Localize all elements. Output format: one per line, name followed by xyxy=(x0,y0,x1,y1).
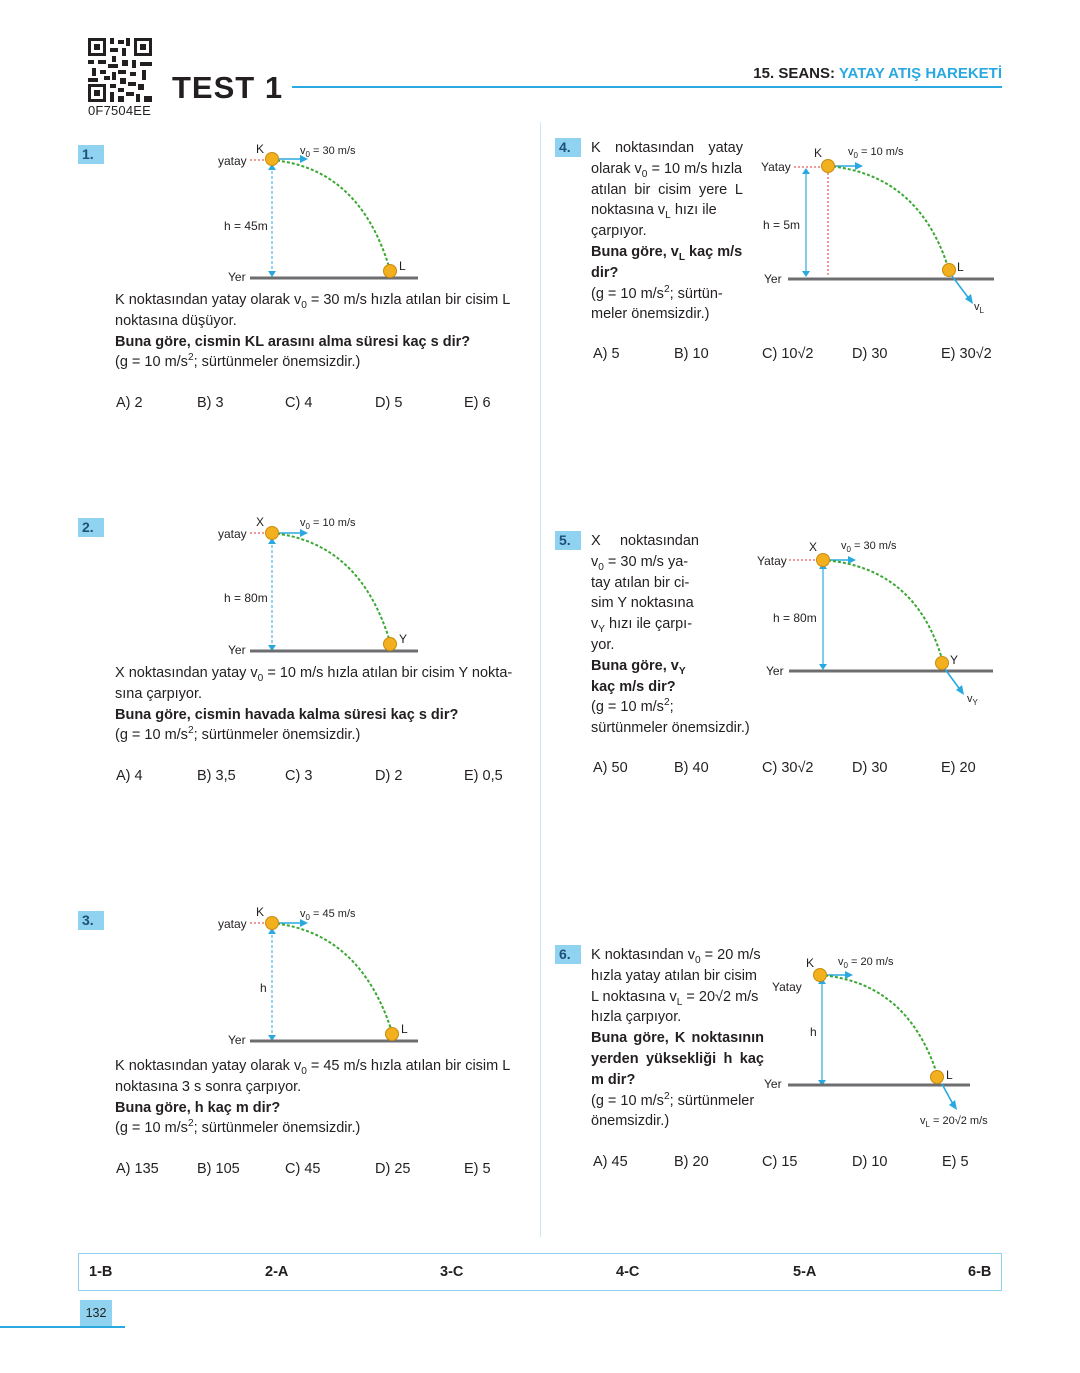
question-text-2: X noktasından yatay $v_0 = 10$ m/s hızla atılan bir cisim Y nokta- sına çarpıyor. Buna göre, cismin havada kalma süresi kaç s dir? (g = 10 $m/s^2$; sürtünmeler önemsizdir.) xyxy=(115,665,513,744)
options-q5 xyxy=(593,760,1003,780)
options-q6 xyxy=(593,1154,1003,1174)
question-text-6: K noktasından $v_0 = 20$ m/s hızla yatay atılan bir cisim L noktasına $v_L = 20√2$ m/s hızla çarpıyor. Buna göre, K noktasının yerden yüksekliği h kaç m dir? (g = 10 $m/s^2$; sürtünmeler önemsizdir.) xyxy=(591,947,764,1130)
velocity-arrow-head xyxy=(848,556,856,564)
v0-label: $v_0 = 45$ m/s xyxy=(300,908,356,922)
page-number: 132 xyxy=(80,1300,112,1326)
option-c[interactable]: C) 10√2 xyxy=(762,346,814,362)
option-b[interactable]: B) 10 xyxy=(674,346,709,362)
point-end-label: L xyxy=(401,1022,408,1036)
v0-label: $v_0 = 10$ m/s xyxy=(300,517,356,531)
page-footer-rule xyxy=(0,1326,125,1328)
option-b[interactable]: B) 40 xyxy=(674,760,709,776)
question-number-2: 2. xyxy=(78,518,104,537)
figure-q4 xyxy=(758,140,998,320)
ground-label: Yer xyxy=(766,664,784,678)
level-label: yatay xyxy=(218,917,247,931)
session-topic: YATAY ATIŞ HAREKETİ xyxy=(838,65,1002,82)
option-d[interactable]: D) 5 xyxy=(375,395,403,411)
level-label: Yatay xyxy=(772,980,802,994)
point-top-label: K xyxy=(256,142,265,156)
height-arrow-down xyxy=(819,664,827,670)
ball-start xyxy=(266,917,279,930)
ball-end xyxy=(384,638,397,651)
option-b[interactable]: B) 3 xyxy=(197,395,224,411)
question-number-1: 1. xyxy=(78,145,104,164)
figure-q3 xyxy=(200,902,430,1052)
height-label: h xyxy=(260,981,267,995)
option-a[interactable]: A) 45 xyxy=(593,1154,628,1170)
qr-code-image xyxy=(88,38,152,102)
option-b[interactable]: B) 105 xyxy=(197,1161,240,1177)
height-label: h xyxy=(810,1025,817,1039)
figure-q1 xyxy=(200,138,430,288)
option-a[interactable]: A) 50 xyxy=(593,760,628,776)
option-e[interactable]: E) 30√2 xyxy=(941,346,992,362)
ball-end xyxy=(386,1028,399,1041)
level-label: Yatay xyxy=(757,554,787,568)
impact-arrow-head xyxy=(949,1100,957,1110)
option-a[interactable]: A) 5 xyxy=(593,346,620,362)
trajectory-path xyxy=(823,560,942,659)
option-a[interactable]: A) 2 xyxy=(116,395,143,411)
qr-code-label: 0F7504EE xyxy=(88,103,152,118)
height-arrow-down xyxy=(268,271,276,277)
question-number-4: 4. xyxy=(555,138,581,157)
test-title: TEST 1 xyxy=(172,70,284,105)
answer-2: 2-A xyxy=(265,1264,289,1280)
trajectory-path xyxy=(272,533,390,642)
option-c[interactable]: C) 4 xyxy=(285,395,313,411)
impact-velocity-label: $v_L$ xyxy=(974,301,984,315)
height-label: h = 80m xyxy=(224,591,268,605)
header-rule xyxy=(292,86,1002,88)
option-e[interactable]: E) 5 xyxy=(464,1161,491,1177)
answer-4: 4-C xyxy=(616,1264,640,1280)
point-top-label: K xyxy=(814,146,823,160)
option-c[interactable]: C) 45 xyxy=(285,1161,321,1177)
answer-6: 6-B xyxy=(968,1264,992,1280)
question-number-5: 5. xyxy=(555,531,581,550)
point-top-label: K xyxy=(256,905,265,919)
point-end-label: Y xyxy=(399,632,408,646)
options-q4 xyxy=(593,346,1003,366)
question-text-1: K noktasından yatay olarak $v_0 = 30$ m/s hızla atılan bir cisim L noktasına düşüyor. Buna göre, cismin KL arasını alma süresi kaç s dir? (g = 10 $m/s^2$; sürtünmeler önemsizdir.) xyxy=(115,292,511,371)
point-top-label: X xyxy=(809,540,818,554)
point-end-label: Y xyxy=(950,653,959,667)
impact-velocity-label: $v_L = 20√2$ m/s xyxy=(920,1115,988,1129)
level-label: yatay xyxy=(218,527,247,541)
question-text-4: K noktasından yatay olarak $v_0 = 10$ m/s hızla atılan bir cisim yere L noktasına $v_L$ hızı ile çarpıyor. Buna göre, $v_L$ kaç m/s dir? (g = 10 $m/s^2$; sürtün- meler önemsizdir.) xyxy=(591,140,743,323)
point-end-label: L xyxy=(946,1068,953,1082)
option-c[interactable]: C) 30√2 xyxy=(762,760,814,776)
ball-start xyxy=(266,153,279,166)
question-text-5: X noktasından $v_0 = 30$ m/s ya- tay atılan bir ci- sim Y noktasına $v_Y$ hızı ile çarpı- yor. Buna göre, $v_Y$ kaç m/s dir? (g = 10 $m/s^2$; sürtünmeler önemsizdir.) xyxy=(591,533,750,737)
option-c[interactable]: C) 15 xyxy=(762,1154,798,1170)
options-q2 xyxy=(116,768,536,788)
session-prefix: 15. SEANS: xyxy=(753,65,835,82)
session-title xyxy=(753,65,1002,82)
answer-1: 1-B xyxy=(89,1264,113,1280)
option-d[interactable]: D) 2 xyxy=(375,768,403,784)
velocity-arrow-head xyxy=(855,162,863,170)
option-a[interactable]: A) 135 xyxy=(116,1161,159,1177)
figure-q6 xyxy=(762,950,1002,1130)
answer-3: 3-C xyxy=(440,1264,464,1280)
point-end-label: L xyxy=(957,260,964,274)
ball-end xyxy=(931,1071,944,1084)
option-b[interactable]: B) 20 xyxy=(674,1154,709,1170)
impact-velocity-label: $v_Y$ xyxy=(967,693,978,707)
answer-5: 5-A xyxy=(793,1264,817,1280)
height-arrow-down xyxy=(802,271,810,277)
v0-label: $v_0 = 30$ m/s xyxy=(841,540,897,554)
option-e[interactable]: E) 0,5 xyxy=(464,768,503,784)
height-label: h = 5m xyxy=(763,218,801,232)
ball-start xyxy=(817,554,830,567)
height-label: h = 80m xyxy=(773,611,817,625)
v0-label: $v_0 = 20$ m/s xyxy=(838,956,894,970)
figure-q5 xyxy=(755,535,1000,715)
option-d[interactable]: D) 30 xyxy=(852,760,888,776)
option-d[interactable]: D) 25 xyxy=(375,1161,411,1177)
ground-label: Yer xyxy=(764,1077,782,1091)
question-text-3: K noktasından yatay olarak $v_0 = 45$ m/s hızla atılan bir cisim L noktasına 3 s sonra çarpıyor. Buna göre, h kaç m dir? (g = 10 $m/s^2$; sürtünmeler önemsizdir.) xyxy=(115,1058,511,1137)
answer-key xyxy=(78,1253,1002,1291)
ground-label: Yer xyxy=(228,270,246,284)
option-d[interactable]: D) 30 xyxy=(852,346,888,362)
level-label: Yatay xyxy=(761,160,791,174)
velocity-arrow-head xyxy=(845,971,853,979)
column-divider xyxy=(540,122,541,1237)
question-number-6: 6. xyxy=(555,945,581,964)
trajectory-path xyxy=(272,160,390,270)
option-e[interactable]: E) 20 xyxy=(941,760,976,776)
option-c[interactable]: C) 3 xyxy=(285,768,313,784)
question-number-3: 3. xyxy=(78,911,104,930)
v0-label: $v_0 = 30$ m/s xyxy=(300,145,356,159)
ground-label: Yer xyxy=(228,1033,246,1047)
option-b[interactable]: B) 3,5 xyxy=(197,768,236,784)
options-q3 xyxy=(116,1161,536,1181)
ground-label: Yer xyxy=(764,272,782,286)
trajectory-path xyxy=(272,923,392,1032)
option-d[interactable]: D) 10 xyxy=(852,1154,888,1170)
ball-start xyxy=(266,527,279,540)
height-arrow-up xyxy=(802,168,810,174)
figure-q2 xyxy=(200,512,430,662)
ground-label: Yer xyxy=(228,643,246,657)
ball-end xyxy=(943,264,956,277)
ball-end xyxy=(384,265,397,278)
trajectory-path xyxy=(820,975,937,1074)
height-label: h = 45m xyxy=(224,219,268,233)
trajectory-path xyxy=(828,166,948,267)
point-top-label: K xyxy=(806,956,815,970)
option-e[interactable]: E) 5 xyxy=(942,1154,969,1170)
options-q1 xyxy=(116,395,536,415)
option-e[interactable]: E) 6 xyxy=(464,395,491,411)
ball-end xyxy=(936,657,949,670)
level-label: yatay xyxy=(218,154,247,168)
option-a[interactable]: A) 4 xyxy=(116,768,143,784)
point-end-label: L xyxy=(399,259,406,273)
point-top-label: X xyxy=(256,515,265,529)
ball-start xyxy=(822,160,835,173)
ball-start xyxy=(814,969,827,982)
v0-label: $v_0 = 10$ m/s xyxy=(848,146,904,160)
